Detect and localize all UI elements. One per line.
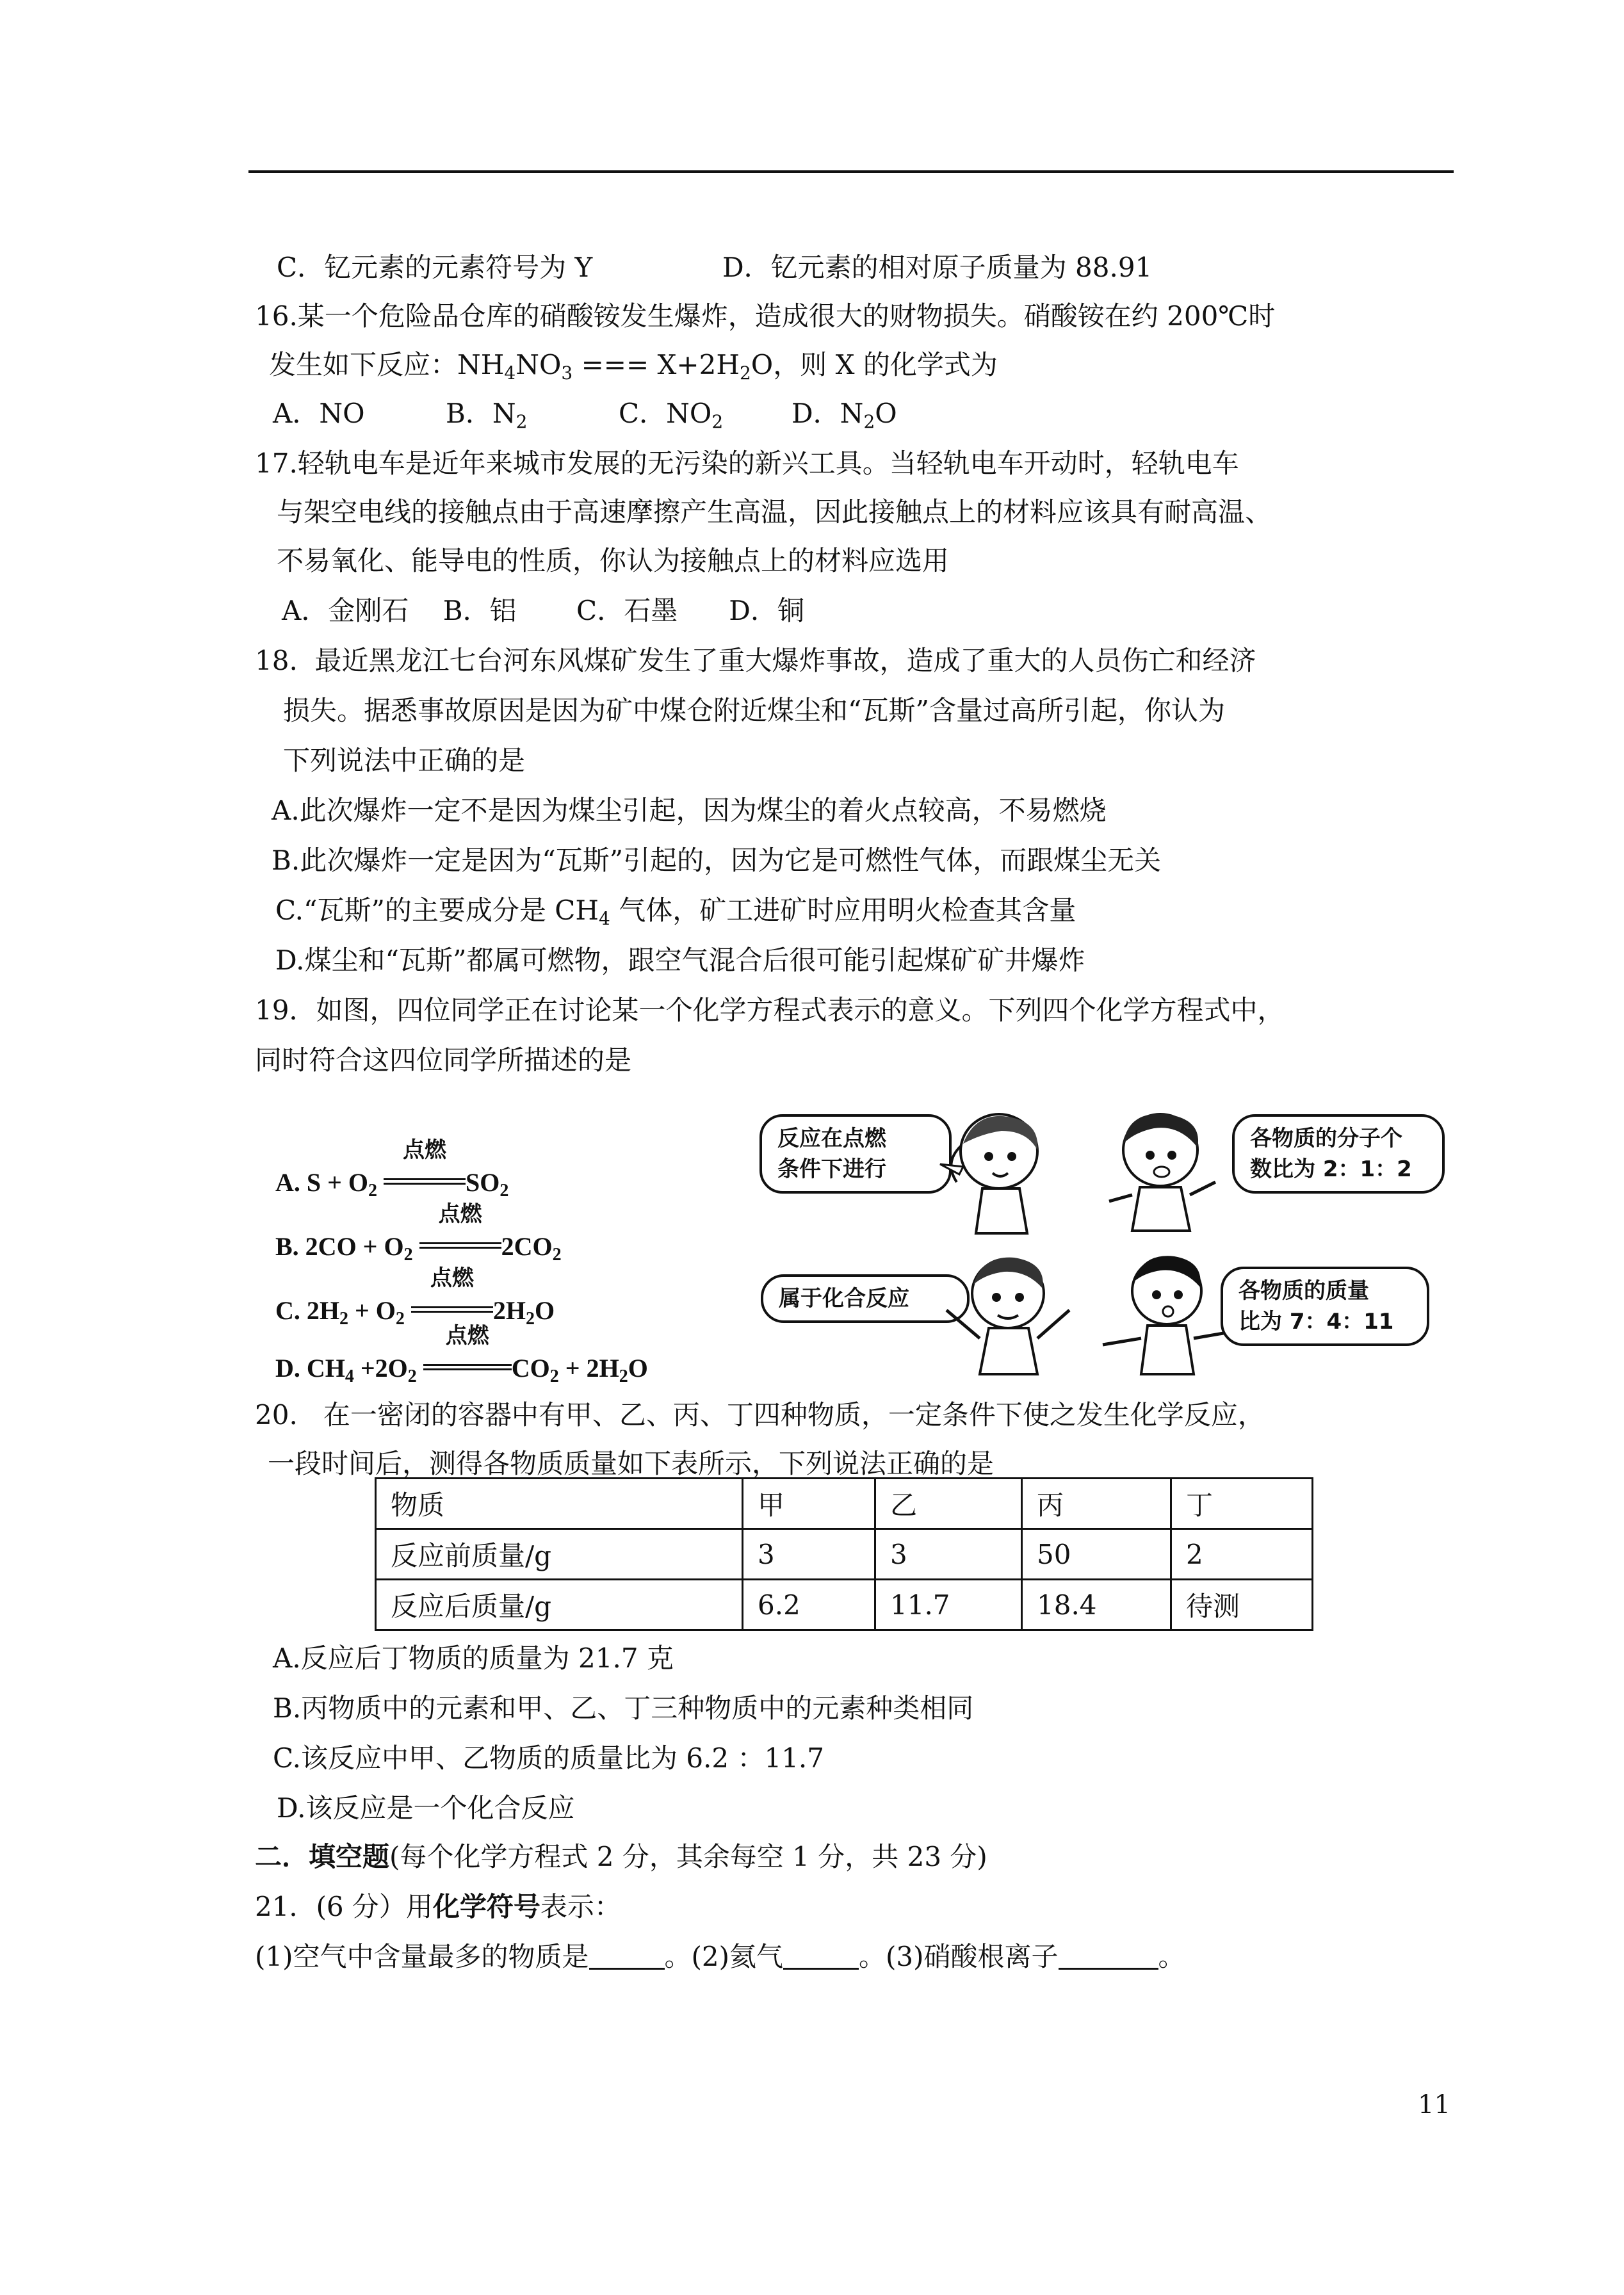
q17-stem-line1: 17.轻轨电车是近年来城市发展的无污染的新兴工具。当轻轨电车开动时，轻轨电车 [255, 448, 1239, 479]
q16-stem-line1: 16.某一个危险品仓库的硝酸铵发生爆炸，造成很大的财物损失。硝酸铵在约 200℃时 [255, 300, 1276, 332]
table-cell: 反应前质量/g [376, 1529, 743, 1580]
q20-option-b: B.丙物质中的元素和甲、乙、丁三种物质中的元素种类相同 [273, 1692, 974, 1724]
page-number: 11 [1418, 2090, 1450, 2120]
speech-bubble-4: 各物质的质量 比为 7：4：11 [1221, 1267, 1429, 1346]
q19-stem-line1: 19．如图，四位同学正在讨论某一个化学方程式表示的意义。下列四个化学方程式中， [255, 994, 1285, 1026]
table-cell: 3 [743, 1529, 875, 1580]
q17-stem-line2: 与架空电线的接触点由于高速摩擦产生高温，因此接触点上的材料应该具有耐高温、 [277, 496, 1272, 528]
q18-option-c: C.“瓦斯”的主要成分是 $CH_4$ 气体，矿工进矿时应用明火检查其含量 [275, 895, 1076, 929]
table-row [376, 1580, 1313, 1630]
table-header-cell: 物质 [376, 1479, 743, 1529]
reaction-arrow: 点燃 [419, 1231, 501, 1263]
table-header-cell: 丙 [1022, 1479, 1171, 1529]
section-heading: 二．填空题(每个化学方程式 2 分，其余每空 1 分，共 23 分) [255, 1841, 987, 1872]
q20-stem-line1: 20. 在一密闭的容器中有甲、乙、丙、丁四种物质，一定条件下使之发生化学反应， [255, 1399, 1265, 1431]
q18-option-b: B.此次爆炸一定是因为“瓦斯”引起的，因为它是可燃性气体，而跟煤尘无关 [272, 845, 1162, 876]
student-boy-figure-1 [1096, 1105, 1224, 1240]
q18-stem-line3: 下列说法中正确的是 [283, 745, 526, 776]
table-header-cell: 乙 [875, 1479, 1022, 1529]
q19-equation-a: A. $S + O_2$ 点燃 $SO_2$ [275, 1137, 509, 1201]
table-cell: 50 [1022, 1529, 1171, 1580]
q20-option-d: D.该反应是一个化合反应 [277, 1792, 575, 1824]
answer-blank-1[interactable] [589, 1942, 665, 1970]
q16-stem-line2: 发生如下反应：$NH_4NO_3$ === $X+2H_2O$，则 X 的化学式为 [269, 349, 998, 384]
table-header-row [376, 1479, 1313, 1529]
q16-option-c: C．$NO_2$ [619, 398, 724, 432]
table-cell: 11.7 [875, 1580, 1022, 1630]
q18-option-a: A.此次爆炸一定不是因为煤尘引起，因为煤尘的着火点较高，不易燃烧 [272, 795, 1107, 826]
q19-equation-b: B. $2CO + O_2$ 点燃 $2CO_2$ [275, 1201, 562, 1265]
q19-equation-d: D. $CH_4 +2O_2$ 点燃 $CO_2 + 2H_2O$ [275, 1323, 648, 1386]
q15-option-c: C．钇元素的元素符号为 Y [277, 252, 593, 283]
reaction-arrow: 点燃 [411, 1295, 493, 1327]
table-row [376, 1529, 1313, 1580]
table-cell: 3 [875, 1529, 1022, 1580]
reaction-arrow: 点燃 [423, 1352, 512, 1384]
header-rule [248, 170, 1454, 173]
answer-blank-2[interactable] [783, 1942, 859, 1970]
reaction-arrow: 点燃 [384, 1167, 466, 1199]
student-girl-figure [938, 1105, 1066, 1240]
answer-blank-3[interactable] [1059, 1942, 1158, 1970]
q19-equation-c: C. $2H_2 + O_2$ 点燃 $2H_2O$ [275, 1265, 555, 1329]
mass-table [375, 1477, 1313, 1631]
table-header-cell: 甲 [743, 1479, 875, 1529]
q17-stem-line3: 不易氧化、能导电的性质，你认为接触点上的材料应选用 [277, 545, 950, 576]
q18-stem-line1: 18. 最近黑龙江七台河东风煤矿发生了重大爆炸事故，造成了重大的人员伤亡和经济 [255, 645, 1256, 676]
q21-blanks-line: (1)空气中含量最多的物质是 。(2)氦气 。(3)硝酸根离子 。 [255, 1941, 1185, 1972]
table-cell: 2 [1171, 1529, 1313, 1580]
speech-bubble-1: 反应在点燃 条件下进行 [759, 1114, 952, 1194]
q20-option-c: C.该反应中甲、乙物质的质量比为 6.2 ：11.7 [273, 1742, 825, 1774]
q18-stem-line2: 损失。据悉事故原因是因为矿中煤仓附近煤尘和“瓦斯”含量过高所引起，你认为 [283, 695, 1225, 726]
q17-options: A．金刚石 B．铝 C．石墨 D．铜 [282, 595, 804, 626]
q19-stem-line2: 同时符合这四位同学所描述的是 [255, 1044, 632, 1076]
table-cell: 6.2 [743, 1580, 875, 1630]
q18-option-d: D.煤尘和“瓦斯”都属可燃物，跟空气混合后很可能引起煤矿矿井爆炸 [275, 945, 1085, 976]
q16-option-a: A．NO [273, 398, 365, 429]
table-cell: 18.4 [1022, 1580, 1171, 1630]
table-header-cell: 丁 [1171, 1479, 1313, 1529]
q15-option-d: D．钇元素的相对原子质量为 88.91 [722, 252, 1153, 283]
q21-stem: 21．(6 分）用化学符号表示： [255, 1891, 621, 1922]
q16-option-b: B．$N_2$ [446, 398, 528, 432]
table-cell: 反应后质量/g [376, 1580, 743, 1630]
table-cell: 待测 [1171, 1580, 1313, 1630]
speech-bubble-3: 属于化合反应 [761, 1274, 970, 1323]
q16-option-d: D．$N_2O$ [792, 398, 897, 432]
q20-stem-line2: 一段时间后，测得各物质质量如下表所示，下列说法正确的是 [268, 1448, 995, 1479]
speech-bubble-2: 各物质的分子个 数比为 2：1：2 [1232, 1114, 1445, 1194]
q20-option-a: A.反应后丁物质的质量为 21.7 克 [273, 1642, 674, 1674]
student-boy-figure-2 [938, 1249, 1078, 1377]
student-boy-figure-3 [1096, 1249, 1237, 1377]
